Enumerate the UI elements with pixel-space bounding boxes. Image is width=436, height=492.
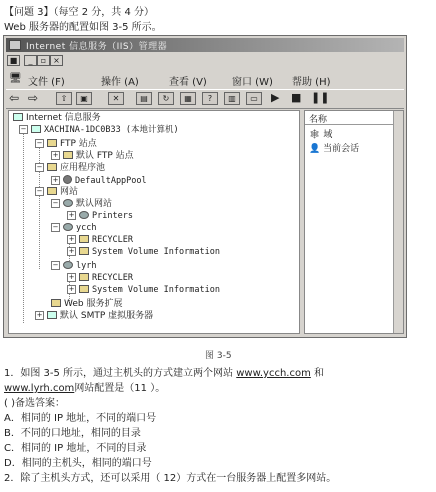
folder-icon	[47, 187, 57, 195]
ftp-site-icon	[63, 151, 73, 159]
list-pane	[304, 110, 404, 334]
mdi-close-button[interactable]: ×	[50, 55, 63, 66]
expand-icon[interactable]: +	[68, 273, 75, 281]
tree-lyrh-svi[interactable]: + System Volume Information	[68, 285, 220, 295]
tree-computer[interactable]: − XACHINA-1DC0B33 (本地计算机)	[20, 125, 179, 135]
menu-action[interactable]: 操作 (A)	[101, 77, 139, 88]
collapse-icon[interactable]: −	[36, 163, 43, 171]
mdi-restore-button[interactable]: ▫	[37, 55, 50, 66]
folder-icon	[79, 247, 89, 255]
list-item-sessions[interactable]: 👤 当前会话	[309, 144, 360, 154]
collapse-icon[interactable]: −	[36, 187, 43, 195]
score-note: （每空 2 分，共 4 分）	[53, 7, 154, 18]
collapse-icon[interactable]: −	[36, 139, 43, 147]
option-c: C．相同的 IP 地址，不同的目录	[4, 443, 147, 454]
mdi-minimize-button[interactable]: _	[24, 55, 37, 66]
smtp-icon	[47, 311, 57, 319]
sessions-icon: 👤	[309, 144, 321, 154]
tree-websites[interactable]: − 网站	[36, 187, 79, 197]
iis-manager-window	[3, 35, 407, 338]
tree-pane	[8, 110, 300, 334]
app-pool-icon	[63, 175, 72, 184]
figure-caption: 图 3-5	[205, 351, 232, 361]
toolbar	[6, 89, 404, 109]
option-b: B．不同的口地址，相同的目录	[4, 428, 141, 439]
question-1-line-2: www.lyrh.com网站配置是（11 ）。	[4, 383, 166, 394]
question-header	[4, 3, 154, 18]
folder-icon	[47, 163, 57, 171]
expand-icon[interactable]: +	[52, 151, 59, 159]
back-arrow-icon[interactable]: ⇦	[9, 91, 20, 105]
site-lyrh: www.lyrh.com	[4, 383, 75, 394]
menu-window[interactable]: 窗口 (W)	[232, 77, 273, 88]
iis-icon	[13, 113, 23, 121]
tree-default-app-pool[interactable]: + DefaultAppPool	[52, 176, 147, 186]
expand-icon[interactable]: +	[68, 247, 75, 255]
collapse-icon[interactable]: −	[52, 261, 59, 269]
menu-help[interactable]: 帮助 (H)	[292, 77, 331, 88]
folder-icon	[51, 299, 61, 307]
folder-icon	[47, 139, 57, 147]
tree-lyrh[interactable]: − lyrh	[52, 261, 97, 271]
export-icon[interactable]: ▦	[180, 92, 196, 105]
tree-root[interactable]: Internet 信息服务	[13, 113, 101, 124]
collapse-icon[interactable]: −	[52, 223, 59, 231]
up-level-icon[interactable]: ⇧	[56, 92, 72, 105]
menu-view[interactable]: 查看 (V)	[169, 77, 207, 88]
delete-icon[interactable]: ✕	[108, 92, 124, 105]
stop-icon[interactable]: ■	[291, 91, 302, 104]
folder-icon	[79, 235, 89, 243]
tree-default-website[interactable]: − 默认网站	[52, 199, 113, 209]
column-header-name[interactable]: 名称	[309, 115, 328, 125]
properties-icon[interactable]: ▤	[136, 92, 152, 105]
tree-default-ftp[interactable]: + 默认 FTP 站点	[52, 151, 134, 161]
mdi-icon: 🖥	[9, 73, 22, 84]
help-icon[interactable]: ?	[202, 92, 218, 105]
app-icon	[9, 40, 21, 50]
website-icon	[63, 223, 73, 231]
pause-icon[interactable]: ❚❚	[311, 91, 330, 104]
expand-icon[interactable]: +	[52, 176, 59, 184]
collapse-icon[interactable]: −	[20, 125, 27, 133]
window-title: Internet 信息服务（IIS）管理器	[26, 42, 168, 52]
show-tree-icon[interactable]: ▣	[76, 92, 92, 105]
vertical-scrollbar[interactable]	[393, 111, 403, 333]
printers-icon	[79, 211, 89, 219]
intro-text: Web 服务器的配置如图 3-5 所示。	[4, 22, 162, 33]
question-2: 2．除了主机头方式，还可以采用（ 12）方式在一台服务器上配置多网站。	[4, 473, 337, 484]
tree-app-pools[interactable]: − 应用程序池	[36, 163, 106, 173]
expand-icon[interactable]: +	[36, 311, 43, 319]
tree-lyrh-recycler[interactable]: + RECYCLER	[68, 273, 133, 283]
site-ycch: www.ycch.com	[236, 368, 311, 379]
collapse-icon[interactable]: −	[52, 199, 59, 207]
menu-file[interactable]: 文件 (F)	[28, 77, 65, 88]
option-d: D．相同的主机头，相同的端口号	[4, 458, 152, 469]
expand-icon[interactable]: +	[68, 235, 75, 243]
tree-ycch[interactable]: − ycch	[52, 223, 97, 233]
tree-ycch-recycler[interactable]: + RECYCLER	[68, 235, 133, 245]
option-a: A．相同的 IP 地址，不同的端口号	[4, 413, 157, 424]
tree-ycch-svi[interactable]: + System Volume Information	[68, 247, 220, 257]
tree-smtp[interactable]: + 默认 SMTP 虚拟服务器	[36, 311, 154, 321]
view-icon[interactable]: ▥	[224, 92, 240, 105]
mdi-system-menu-button[interactable]: ■	[7, 55, 20, 66]
computer-icon[interactable]: ▭	[246, 92, 262, 105]
answer-label: ( )备选答案：	[4, 398, 65, 409]
computer-icon	[31, 125, 41, 133]
website-icon	[63, 261, 73, 269]
folder-icon	[79, 285, 89, 293]
title-bar	[6, 38, 404, 52]
play-icon[interactable]: ▶	[271, 91, 280, 104]
expand-icon[interactable]: +	[68, 211, 75, 219]
website-icon	[63, 199, 73, 207]
question-1-line-1: 1．如图 3-5 所示，通过主机头的方式建立两个网站 www.ycch.com 和	[4, 368, 325, 379]
list-item-domain[interactable]: 🕸 域	[309, 130, 333, 140]
forward-arrow-icon[interactable]: ⇨	[28, 91, 39, 105]
expand-icon[interactable]: +	[68, 285, 75, 293]
folder-icon	[79, 273, 89, 281]
menu-bar	[6, 71, 404, 87]
tree-ftp-sites[interactable]: − FTP 站点	[36, 139, 97, 149]
refresh-icon[interactable]: ↻	[158, 92, 174, 105]
question-tag: 【问题 3】	[4, 7, 54, 18]
tree-printers[interactable]: + Printers	[68, 211, 133, 221]
tree-web-ext[interactable]: Web 服务扩展	[51, 299, 122, 310]
domain-icon: 🕸	[309, 130, 321, 140]
